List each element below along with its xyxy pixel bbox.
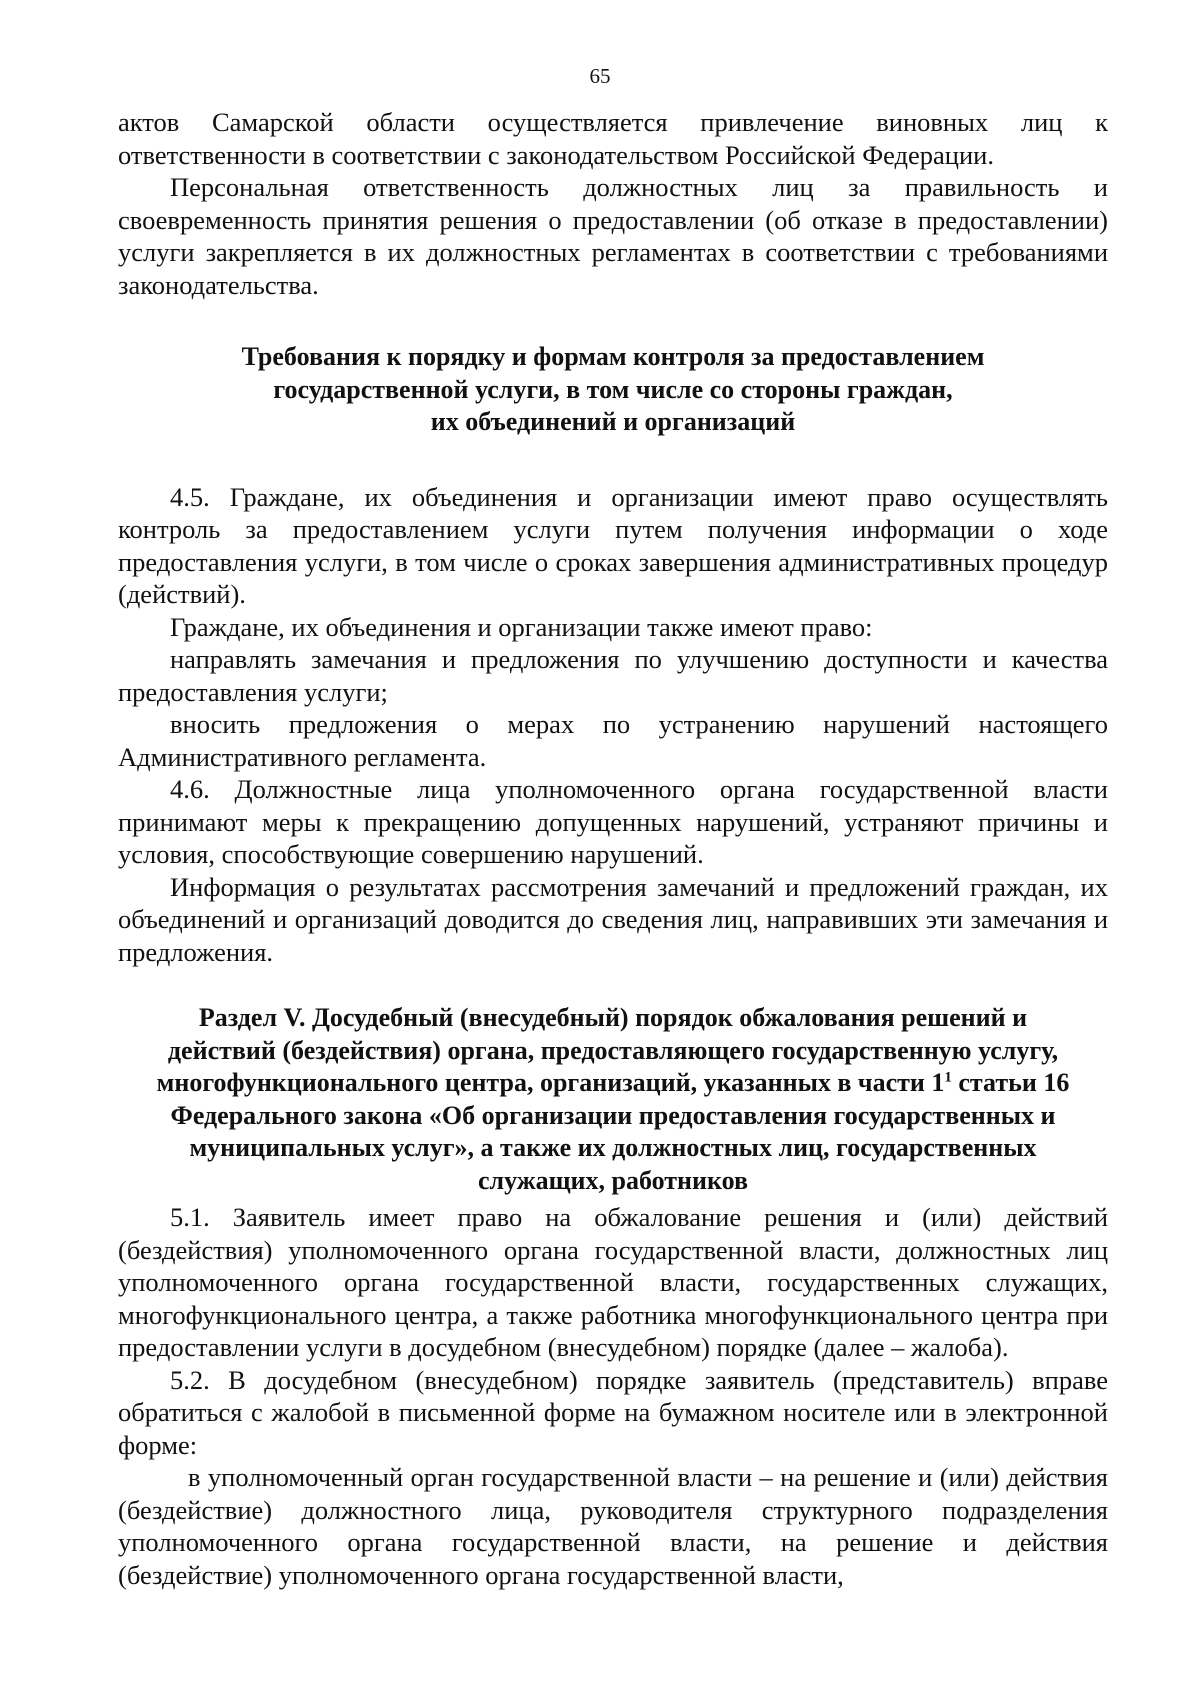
superscript: 1	[944, 1069, 952, 1086]
paragraph: 5.2. В досудебном (внесудебном) порядке заявитель (представитель) вправе обратиться с жалобой в письменной форме на бумажном носителе или в электронной форме:	[118, 1364, 1108, 1460]
paragraph: 4.6. Должностные лица уполномоченного органа государственной власти принимают меры к прекращению допущенных нарушений, устраняют причины и условия, способствующие совершению нарушений.	[118, 774, 1108, 869]
heading-line: служащих, работников	[477, 1165, 749, 1195]
paragraph: 4.5. Граждане, их объединения и организации имеют право осуществлять контроль за предоставлением услуги путем получения информации о ходе предоставления услуги, в том числе о сроках завершения административных процедур (действий).	[118, 481, 1108, 609]
document-body	[118, 106, 1108, 1591]
paragraph: актов Самарской области осуществляется привлечение виновных лиц к ответственности в соответствии с законодательством Российской Федерации.	[118, 107, 1108, 170]
heading-line: государственной услуги, в том числе со стороны граждан,	[273, 374, 953, 404]
heading-line: действий (бездействия) органа, предоставляющего государственную услугу,	[167, 1035, 1059, 1065]
section-heading-appeal	[118, 1002, 1108, 1197]
section-heading-control	[118, 341, 1108, 439]
paragraph: Граждане, их объединения и организации также имеют право:	[170, 611, 873, 642]
heading-line: Раздел V. Досудебный (внесудебный) порядок обжалования решений и	[198, 1003, 1028, 1032]
heading-line: Требования к порядку и формам контроля за предоставлением	[241, 342, 985, 371]
heading-line: их объединений и организаций	[430, 407, 796, 436]
heading-line: муниципальных услуг», а также их должностных лиц, государственных	[189, 1133, 1037, 1162]
heading-line: статьи 16	[951, 1068, 1070, 1097]
paragraph: Информация о результатах рассмотрения замечаний и предложений граждан, их объединений и организаций доводится до сведения лиц, направивших эти замечания и предложения.	[118, 871, 1108, 967]
paragraph: Персональная ответственность должностных лиц за правильность и своевременность принятия решения о предоставлении (об отказе в предоставлении) услуги закрепляется в их должностных регламентах в соответствии с требованиями законодательства.	[118, 172, 1108, 300]
heading-line: многофункционального центра, организаций, указанных в части 1	[156, 1068, 945, 1097]
paragraph: в уполномоченный орган государственной власти – на решение и (или) действия (бездействие) должностного лица, руководителя структурного подразделения уполномоченного органа государственной власти, на решение и действия (бездействие) уполномоченного органа государственной власти,	[118, 1462, 1108, 1590]
page-number: 65	[589, 64, 611, 88]
heading-line: Федерального закона «Об организации предоставления государственных и	[170, 1100, 1056, 1130]
paragraph: направлять замечания и предложения по улучшению доступности и качества предоставления услуги;	[118, 644, 1108, 707]
paragraph: 5.1. Заявитель имеет право на обжалование решения и (или) действий (бездействия) уполномоченного органа государственной власти, должностных лиц уполномоченного органа государственной власти, государственных служащих, многофункционального центра, а также работника многофункционального центра при предоставлении услуги в досудебном (внесудебном) порядке (далее – жалоба).	[118, 1202, 1108, 1362]
paragraph: вносить предложения о мерах по устранению нарушений настоящего Административного регламента.	[118, 709, 1108, 772]
